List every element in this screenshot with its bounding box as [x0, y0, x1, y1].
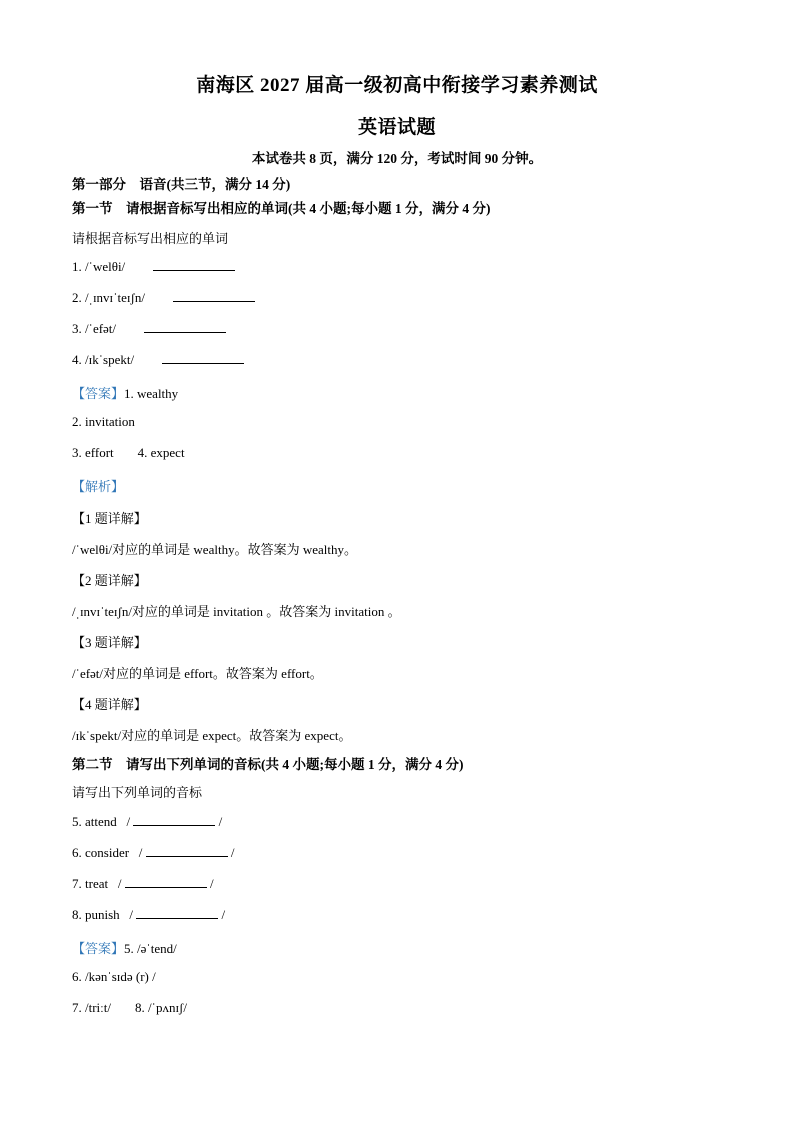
question-5: 5. attend / / — [72, 814, 223, 829]
answer-blank-4[interactable] — [162, 351, 244, 364]
question-8-label: 8. punish — [72, 907, 120, 922]
detail-2-text: /ˌɪnvɪˈteɪʃn/对应的单词是 invitation 。故答案为 invitation 。 — [72, 604, 401, 619]
answer2-text-7: 7. /triːt/ — [72, 1000, 111, 1015]
question-2 — [72, 289, 255, 306]
answer-blank-5[interactable] — [133, 813, 215, 826]
question-4 — [72, 351, 244, 368]
question-7-label: 7. treat — [72, 876, 109, 891]
answer2-text-8: 8. /ˈpʌnɪʃ/ — [135, 1000, 187, 1015]
answer2-text-5: 5. /əˈtend/ — [124, 941, 177, 956]
analysis-tag-text: 【解析】 — [72, 479, 125, 494]
detail-4-tag: 【4 题详解】 — [72, 697, 147, 712]
detail-2-tag: 【2 题详解】 — [72, 573, 147, 588]
part1-heading: 第一部分 语音(共三节，满分 14 分) — [72, 177, 291, 192]
answer-line-1 — [72, 383, 178, 402]
question-7: 7. treat / / — [72, 876, 214, 891]
question-6-label: 6. consider — [72, 845, 130, 860]
answer-tag: 【答案】 — [72, 386, 125, 401]
question-3-label: 3. /ˈefət/ — [72, 321, 117, 336]
exam-info: 本试卷共 8 页，满分 120 分，考试时间 90 分钟。 — [251, 151, 543, 166]
answer-blank-8[interactable] — [136, 906, 218, 919]
answer2-line-3 — [72, 1000, 187, 1016]
answer-blank-7[interactable] — [125, 875, 207, 888]
question-1 — [72, 258, 235, 275]
answer-blank-6[interactable] — [146, 844, 228, 857]
answer-text-4: 4. expect — [137, 445, 185, 460]
answer2-line-1 — [72, 938, 177, 957]
answer-blank-2[interactable] — [173, 289, 255, 302]
detail-3-tag: 【3 题详解】 — [72, 635, 147, 650]
answer-text-3: 3. effort — [72, 445, 114, 460]
answer-blank-3[interactable] — [144, 320, 226, 333]
question-8: 8. punish / / — [72, 907, 226, 922]
section1-heading: 第一节 请根据音标写出相应的单词(共 4 小题;每小题 1 分，满分 4 分) — [72, 201, 491, 216]
exam-title: 南海区 2027 届高一级初高中衔接学习素养测试 — [196, 75, 598, 96]
section2-heading: 第二节 请写出下列单词的音标(共 4 小题;每小题 1 分，满分 4 分) — [72, 757, 464, 772]
question-5-label: 5. attend — [72, 814, 117, 829]
question-3 — [72, 320, 226, 337]
section2-instruction: 请写出下列单词的音标 — [72, 785, 203, 800]
question-6: 6. consider / / — [72, 845, 235, 860]
analysis-tag — [72, 476, 124, 495]
question-2-label: 2. /ˌɪnvɪˈteɪʃn/ — [72, 290, 145, 305]
question-1-label: 1. /ˈwelθi/ — [72, 259, 126, 274]
detail-1-tag: 【1 题详解】 — [72, 511, 147, 526]
answer2-line-2: 6. /kənˈsɪdə (r) / — [72, 969, 156, 984]
detail-3-text: /ˈefət/对应的单词是 effort。故答案为 effort。 — [72, 666, 323, 681]
answer-text-1: 1. wealthy — [124, 386, 179, 401]
detail-4-text: /ɪkˈspekt/对应的单词是 expect。故答案为 expect。 — [72, 728, 352, 743]
exam-subtitle: 英语试题 — [357, 117, 436, 138]
answer2-tag: 【答案】 — [72, 941, 125, 956]
answer-blank-1[interactable] — [153, 258, 235, 271]
section1-instruction: 请根据音标写出相应的单词 — [72, 231, 229, 246]
answer-line-2: 2. invitation — [72, 414, 135, 429]
question-4-label: 4. /ɪkˈspekt/ — [72, 352, 135, 367]
answer-line-3 — [72, 445, 185, 461]
detail-1-text: /ˈwelθi/对应的单词是 wealthy。故答案为 wealthy。 — [72, 542, 357, 557]
